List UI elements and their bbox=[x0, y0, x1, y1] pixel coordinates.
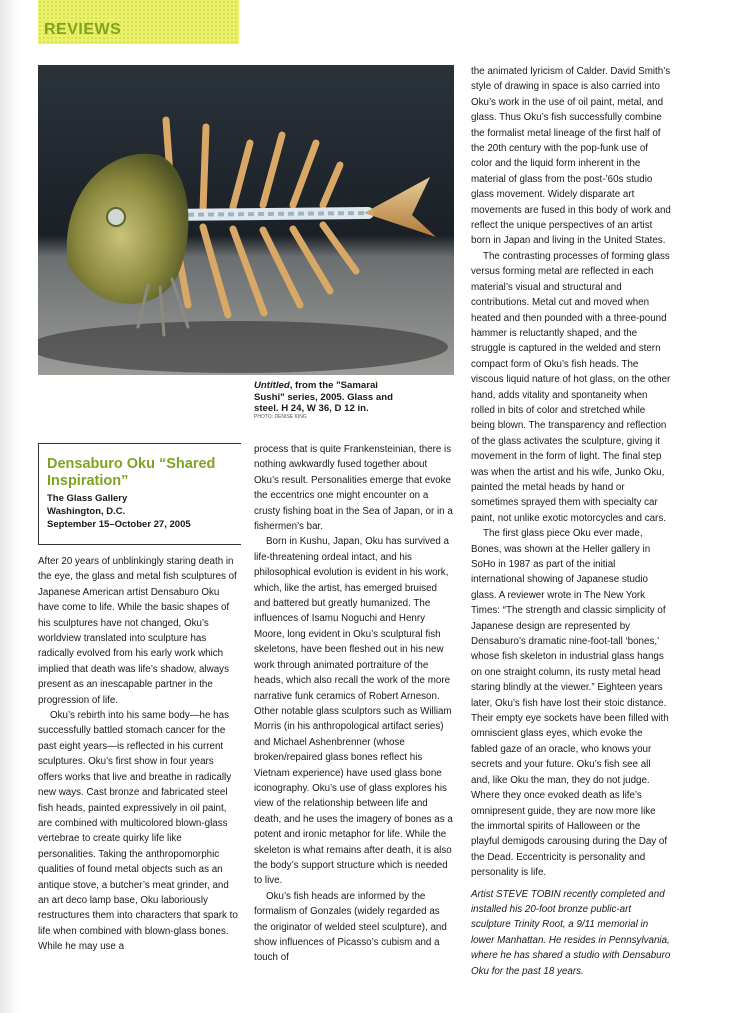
city: Washington, D.C. bbox=[47, 506, 126, 517]
page-edge bbox=[0, 0, 20, 1013]
paragraph: The first glass piece Oku ever made, Bones, was shown at the Heller gallery in SoHo in 1987 as part of the initial international showing of Japanese studio glass. A reviewer wrote in The New York Times: “The strength and classic simplicity of Japanese design are represented by Densaburo’s dramatic nine-foot-tall ‘bones,’ whose fish skeleton in industrial glass hangs on one straight column, its rusty metal head staring blindly at the viewer.” Eighteen years later, Oku’s fish have lost their stoic distance. Their empty eye sockets have been filled with omniscient glass eyes, which evoke the fabled gaze of an oracle, who knows your secrets and your future. Oku’s fish see all and, like Oku the man, they do not judge. Where they once evoked death as life’s omnipresent guide, they are now more like the immortal spirits of Halloween or the playful demigods carousing during the Day of the Dead. Eccentricity is personality and personality is life. bbox=[471, 528, 669, 879]
venue: The Glass Gallery bbox=[47, 493, 128, 504]
paragraph: process that is quite Frankensteinian, there is nothing awkwardly fused together about Oku’s result. Personalities emerge that evoke the eccentrics one might encounter on a crusty fishing boat in the Sea of Japan, or in a fishermen’s bar. bbox=[254, 444, 453, 533]
review-headline: Densaburo Oku “Shared Inspiration” bbox=[47, 456, 216, 489]
review-meta bbox=[47, 492, 237, 531]
caption-text: , from the "Samarai Sushi" series, 2005. Glass and steel. H 24, W 36, D 12 in. bbox=[254, 380, 393, 414]
paragraph: Oku’s fish heads are informed by the formalism of Gonzales (widely regarded as the originator of welded steel sculpture), and show influences of Picasso’s cubism and a touch of bbox=[254, 890, 447, 964]
dates: September 15–October 27, 2005 bbox=[47, 519, 191, 530]
section-label: REVIEWS bbox=[44, 21, 122, 38]
fish-sculpture-photo bbox=[38, 65, 454, 375]
paragraph: Born in Kushu, Japan, Oku has survived a life-threatening ordeal intact, and his philosophical evolution is evident in his work, which, like the artist, has emerged bruised and battered but greatly humanized. The influences of Isamu Noguchi and Henry Moore, long evident in Oku’s sculptural fish skeletons, have been fleshed out in his new work through animated portraiture of the heads, which also recall the work of the more narrative funk ceramics of Robert Arneson. Other notable glass sculptors such as William Morris (in his anthropological artifact series) and Michael Ashenbrenner (whose broken/repaired glass bones reflect his Vietnam experience) have used glass bone iconography. Oku’s use of glass explores his view of the relationship between life and death, and he uses the imagery of bones as a potent and ironic metaphor for life. While the skeleton is what remains after death, it is also the body’s support structure which is needed to live. bbox=[254, 536, 453, 887]
paragraph: Oku’s rebirth into his same body—he has successfully battled stomach cancer for the past eight years—is reflected in his current sculptures. Oku’s first show in four years offers works that live and breathe in radically new ways. Cast bronze and fabricated steel fish heads, painted expressively in oil paint, are combined with multicolored blown-glass vertebrae to create quirky life like personalities. Taking the anthropomorphic qualities of found metal objects such as an antique stove, a butcher’s meat grinder, and an art deco lamp base, Oku laboriously restructures them into characters that spark to life when combined with blown-glass bones. While he may use a bbox=[38, 710, 238, 953]
paragraph: After 20 years of unblinkingly staring death in the eye, the glass and metal fish sculptures of Japanese American artist Densaburo Oku have come to life. While the basic shapes of his sculptures have not changed, Oku’s worldview translated into sculpture has radically evolved from his early work which implied that death was life’s shadow, always present as an inescapable partner in the progression of life. bbox=[38, 556, 237, 706]
photo-credit: PHOTO: DENISE KING bbox=[254, 414, 307, 420]
article-column-3 bbox=[471, 64, 671, 979]
photo-caption bbox=[254, 380, 404, 415]
paragraph: the animated lyricism of Calder. David Smith’s style of drawing in space is also carried into Oku’s work in the use of oil paint, metal, and glass. Thus Oku’s fish successfully combine the formalist metal lineage of the first half of the 20th century with the pop-funk use of color and the liquid form inherent in the material of glass from the post-’60s studio glass movement. Widely disparate art movements are fused in this body of work and reflect the unique perspectives of an artist born in Japan and living in the United States. bbox=[471, 66, 671, 247]
caption-title: Untitled bbox=[254, 380, 290, 391]
fish-sculpture-illustration bbox=[38, 65, 454, 375]
paragraph: The contrasting processes of forming glass versus forming metal are reflected in each material’s visual and structural and contributions. Metal cut and moved when heated and then pounded with a three-pound hammer is reluctantly shaped, and the struggle is captured in the welded and stern compact form of Oku’s fish heads. The viscous liquid nature of hot glass, on the other hand, adds vitality and spontaneity when rolled in bits of color and stretched while being blown. The transparency and reflection of the glass activates the sculpture, giving it movement in the form of light. The final step was when the artist and his wife, Junko Oku, painted the metal heads by hand or sometimes sprayed them with specialty car paint, not unlike exotic motorcycles and cars. bbox=[471, 250, 671, 524]
article-column-1 bbox=[38, 554, 238, 955]
author-bio: Artist STEVE TOBIN recently completed and installed his 20-foot bronze public-art sculpture Trinity Root, a 9/11 memorial in lower Manhattan. He resides in Pennsylvania, where he has shared a studio with Densaburo Oku for the past 18 years. bbox=[471, 888, 671, 977]
article-column-2 bbox=[254, 442, 454, 966]
